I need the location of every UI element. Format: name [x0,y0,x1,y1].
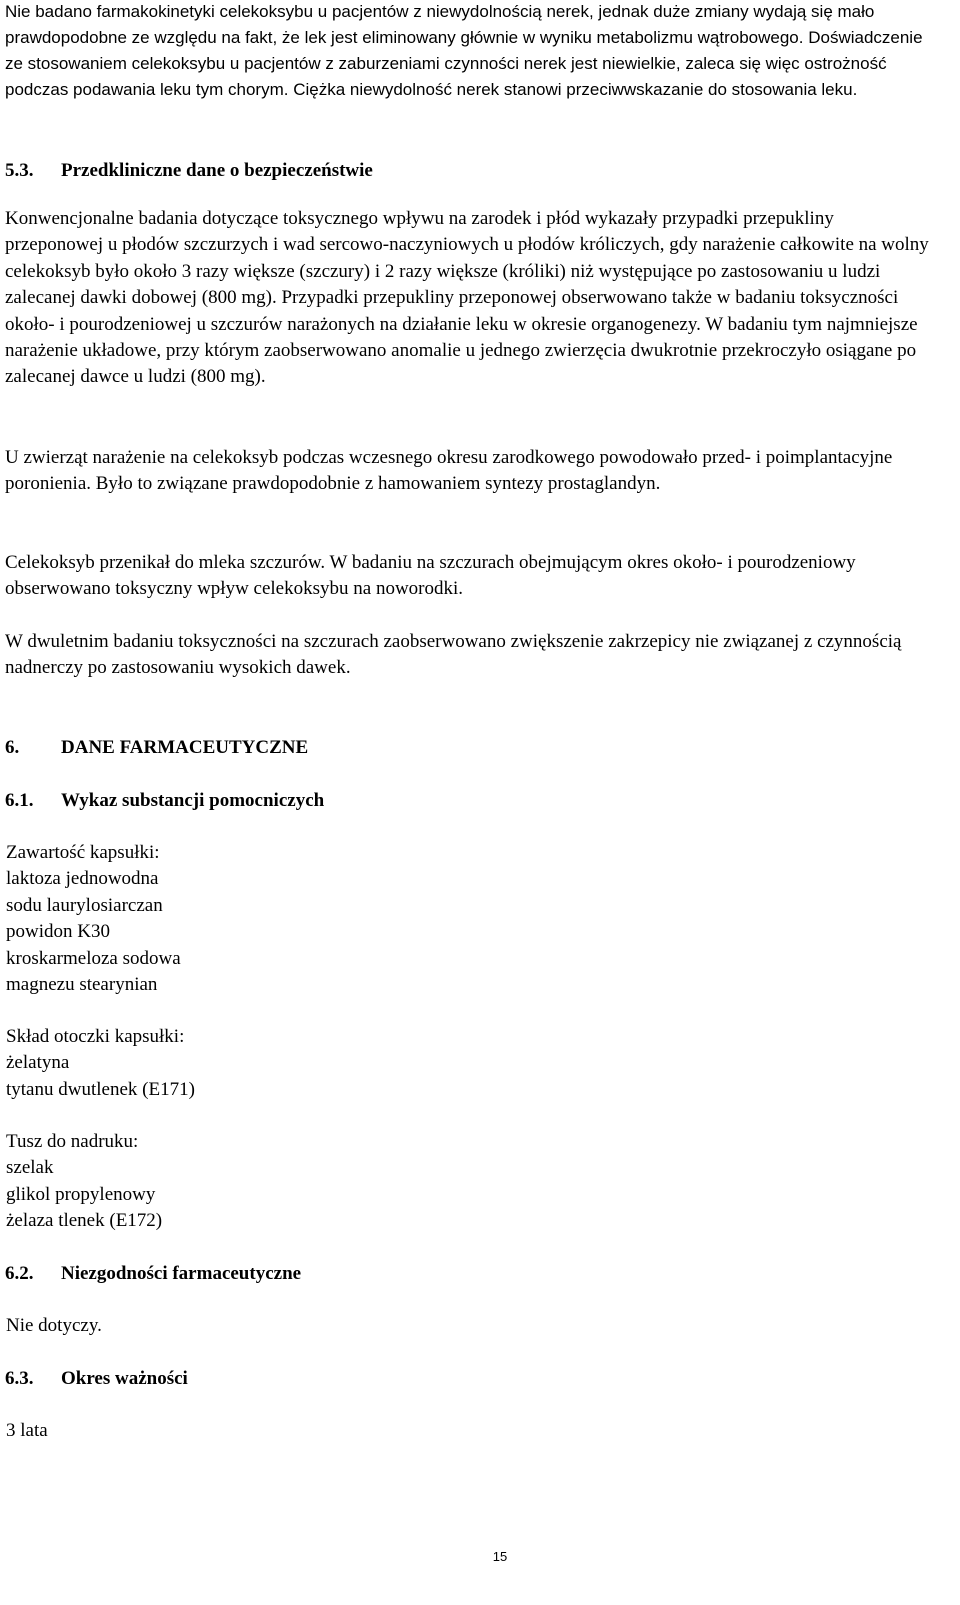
two-year-study-paragraph: W dwuletnim badaniu toksyczności na szczurach zaobserwowano zwiększenie zakrzepicy nie związanej z czynnością nadnerczy po zastosowaniu wysokich dawek. [5,631,902,679]
section-6-1-title: Wykaz substancji pomocniczych [61,790,325,811]
capsule-shell-label: Skład otoczki kapsułki: [6,1026,185,1047]
section-5-3-heading [5,158,373,184]
section-6-2-heading [5,1261,301,1287]
incompatibilities-text: Nie dotyczy. [6,1315,102,1336]
list-item: żelatyna [6,1052,70,1074]
section-6-1-heading [5,788,324,814]
list-item: żelaza tlenek (E172) [6,1210,163,1232]
section-6-title: DANE FARMACEUTYCZNE [61,737,309,758]
section-6-2-number: 6.2. [5,1263,34,1284]
shelf-life-text: 3 lata [6,1420,48,1441]
early-embryo-paragraph: U zwierząt narażenie na celekoksyb podczas wczesnego okresu zarodkowego powodowało przed- i poimplantacyjne poronienia. Było to związane prawdopodobnie z hamowaniem syntezy prostaglandyn. [5,447,893,495]
list-item: tytanu dwutlenek (E171) [6,1078,195,1100]
capsule-content-label: Zawartość kapsułki: [6,842,160,863]
section-5-3-number: 5.3. [5,160,34,181]
list-item: powidon K30 [6,921,110,943]
section-5-3-title: Przedkliniczne dane o bezpieczeństwie [61,160,373,181]
milk-transfer-paragraph: Celekoksyb przenikał do mleka szczurów. W badaniu na szczurach obejmującym okres około- i pourodzeniowy obserwowano toksyczny wpływ celekoksybu na noworodki. [5,552,856,600]
capsule-shell-list [6,1024,195,1103]
section-6-3-heading [5,1366,188,1392]
embryo-toxicity-paragraph: Konwencjonalne badania dotyczące toksycznego wpływu na zarodek i płód wykazały przypadki przepukliny przeponowej u płodów szczurzych i wad sercowo-naczyniowych u płodów króliczych, gdy narażenie całkowite na wolny celekoksyb było około 3 razy większe (szczury) i 2 razy większe (króliki) niż występujące po zastosowaniu u ludzi zalecanej dawki dobowej (800 mg). Przypadki przepukliny przeponowej obserwowano także w badaniu toksyczności około- i pourodzeniowej u szczurów narażonych na działanie leku w okresie organogenezy. W badaniu tym najmniejsze narażenie układowe, przy którym zaobserwowano anomalie u jednego zwierzęcia dwukrotnie przekroczyło osiągane po zalecanej dawce u ludzi (800 mg). [5,208,929,388]
section-6-1-number: 6.1. [5,790,34,811]
capsule-content-list [6,840,181,998]
list-item: kroskarmeloza sodowa [6,947,181,969]
list-item: laktoza jednowodna [6,868,159,890]
section-6-3-title: Okres ważności [61,1368,188,1389]
ink-list [6,1129,162,1235]
list-item: szelak [6,1157,54,1179]
section-6-heading [5,735,308,761]
ink-label: Tusz do nadruku: [6,1131,139,1152]
section-6-2-title: Niezgodności farmaceutyczne [61,1263,302,1284]
list-item: magnezu stearynian [6,974,158,996]
list-item: sodu laurylosiarczan [6,894,163,916]
list-item: glikol propylenowy [6,1183,156,1205]
renal-impairment-paragraph: Nie badano farmakokinetyki celekoksybu u pacjentów z niewydolnością nerek, jednak duże zmiany wydają się mało prawdopodobne ze względu na fakt, że lek jest eliminowany głównie w wyniku metabolizmu wątrobowego. Doświadczenie ze stosowaniem celekoksybu u pacjentów z zaburzeniami czynności nerek jest niewielkie, zaleca się więc ostrożność podczas podawania leku tym chorym. Ciężka niewydolność nerek stanowi przeciwwskazanie do stosowania leku. [5,2,923,99]
section-6-3-number: 6.3. [5,1368,34,1389]
section-6-number: 6. [5,737,20,758]
page-number: 15 [492,1549,508,1564]
